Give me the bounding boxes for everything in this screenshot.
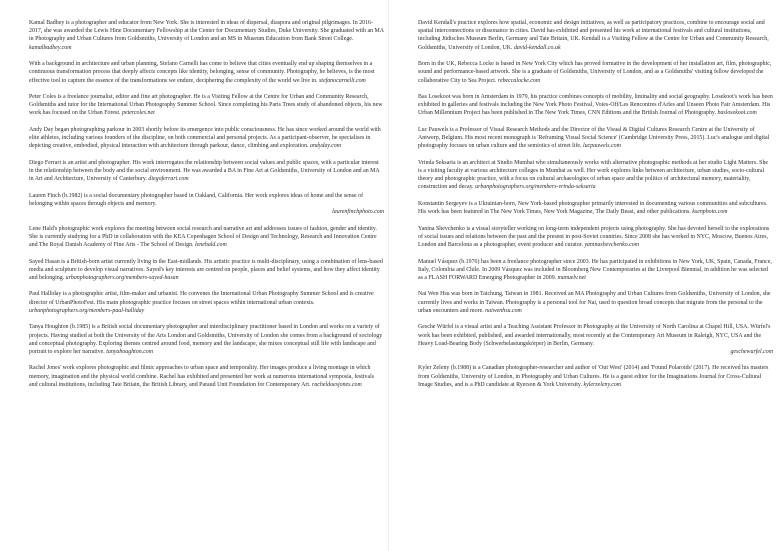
- bio-text: Luc Pauwels is a Professor of Visual Research Methods and the Director of the Visual & Digital Cultures Research Centre at the University of Antwerp, Belgium. His most recent monograph is 'Reframing Visual Social Science' (Cambridge University Press, 2015). Luc's analogue and digital photography focuses on urban culture and the semiotics of street life.: [418, 126, 770, 150]
- bio-paragraph: [418, 159, 773, 192]
- bio-text: Kyler Zeleny (b.1988) is a Canadian photographer-researcher and author of 'Out West' (2014) and 'Found Polaroids' (2017). He received his masters from Goldsmiths, University of London, in Photography and Urban Cultures. He is a guest editor for the Imaginations Journal for Cross-Cultural Image Studies, and is a PhD candidate at Ryerson & York University.: [418, 365, 769, 388]
- bio-text: Manuel Vásquez (b.1976) has been a freelance photographer since 2003. He has participated in exhibitions in New York, UK, Spain, Canada, France, Italy, Colombia and Chile. In 2009 Vásquez was included in Bloomberg New Contemporaries at the Liverpool Biennial, in addition he was selected as a FLASH FORWARD Emerging Photographer in 2009.: [418, 258, 772, 281]
- bio-paragraph: [418, 93, 773, 118]
- bio-text: Lene Hald's photographic work explores the meeting between social research and narrative art and addresses issues of fashion, gender and identity. She is currently studying for a PhD in collaboration with the KEA Copenhagen School of Design and Technology, Research and Innovation Centre and The Royal Danish Academy of Fine Arts - The School of Design.: [29, 225, 377, 249]
- bio-website-link[interactable]: baslosekoot.com: [717, 110, 757, 117]
- bio-website-link[interactable]: lucpauwels.com: [582, 143, 621, 150]
- bio-website-link[interactable]: ksenphoto.com: [692, 209, 728, 216]
- bio-paragraph: [29, 126, 384, 151]
- bio-text: David Kendall's practice explores how spatial, economic and design initiatives, as well as participatory practices, combine to encourage social and spatial interconnections or dissonance in cities. David has exhibited and presented his work at international festivals and cultural institutions, including Jüdisches Museum Berlin, Germany and Tate Britain, UK. Kendall is a Visiting Fellow at the Centre for Urban and Community Research, Goldsmiths, University of London, UK.: [418, 20, 769, 51]
- bio-paragraph: [418, 323, 773, 356]
- bio-paragraph: [29, 225, 384, 250]
- bio-text: Bas Losekoot was born in Amsterdam in 1979, his practice combines concepts of mobility, liminality and social geography. Losekoot's work has been exhibited in galleries and festivals including the New York Photo Festival, Voies-Off/Les Rencontres d'Arles and Unseen Photo Fair Amsterdam. His Urban Millennium Project has been published in The New York Times, CNN Editions and the British Journal of Photography.: [418, 94, 773, 117]
- bio-website-link[interactable]: kylerzeleny.com: [583, 381, 622, 388]
- bio-text: Nai Wen Hsu was born in Taichung, Taiwan in 1981. Received an MA Photography and Urban Cultures from Goldsmiths, University of London, she currently lives and works in Taiwan. Photography is a personal tool for Nai, used to question broad concepts that migrate from the personal to the urban encounters and more.: [418, 291, 771, 314]
- bio-paragraph: [418, 200, 773, 216]
- bio-text: Andy Day began photographing parkour in 2003 shortly before its emergence into public consciousness. He has since worked around the world with elite athletes, including various founders of the discipline, on both commercial and personal projects. As a participant-observer, he specialises in depicting creative, embodied, physical interaction with architecture through parkour, dance, climbing and exploration.: [29, 126, 381, 150]
- bio-website-link[interactable]: andyday.com: [310, 143, 342, 150]
- bio-text: Gesche Würfel is a visual artist and a Teaching Assistant Professor in Photography at the University of North Carolina at Chapel Hill, USA. Würfel's work has been exhibited, published, and awarded internationally, most recently at the Contemporary Art Museum in Raleigh, NYC, USA and the Heavy Load-Bearing Body (Schwerbelastungskörper) in Berlin, Germany.: [418, 324, 771, 347]
- bio-website-link[interactable]: tanyahoughton.com: [106, 348, 154, 355]
- bio-website-link[interactable]: urbanphotographers.org/members-vrinda-seksaria: [475, 184, 596, 191]
- bio-website-link[interactable]: urbanphotographers.org/members-sayed-hasan: [65, 274, 179, 281]
- bio-text: Lauren Finch (b.1982) is a social documentary photographer based in Oakland, California. Her work explores ideas of home and the sense of belonging within spaces through objects and memory.: [29, 192, 364, 207]
- bio-website-link[interactable]: lenehald.com: [195, 242, 227, 249]
- bio-paragraph: [29, 364, 384, 389]
- bio-website-link[interactable]: diegoferrari.com: [148, 176, 189, 183]
- bio-text: Tanya Houghton (b.1985) is a British social documentary photographer and interdisciplinary practitioner based in London and works on a variety of projects. Having studied at both the University of the Arts London and Goldsmiths, University of London she comes from a background of sociology and conceptual photography. Exploring themes centred around food, memory and the landscape, she mixes conceptual still life with landscape and portrait to explore her narrative.: [29, 324, 383, 355]
- bio-paragraph: [29, 159, 384, 184]
- bio-website-link[interactable]: naiwenhsu.com: [485, 307, 522, 314]
- bio-paragraph: [418, 290, 773, 315]
- bio-paragraph: [29, 19, 384, 52]
- bio-text: Yanina Shevchenko is a visual storyteller working on long-term independent projects using photography. She has devoted herself to the explorations of social issues and relations between the past and the present in post-Soviet countries. Since 2008 she has worked in NYC, Moscow, Buenos Aires, London and Barcelona as a photographer, event producer and curator.: [418, 225, 770, 249]
- bio-paragraph: [29, 192, 384, 217]
- bio-paragraph: [29, 93, 384, 118]
- bio-website-link[interactable]: stefanocarnelli.com: [319, 77, 366, 84]
- bio-website-link[interactable]: urbanphotographers.org/members-paul-halliday: [29, 307, 145, 314]
- bio-text: Peter Coles is a freelance journalist, editor and fine art photographer. He is a Visiting Fellow at the Centre for Urban and Community Research, Goldsmiths and tutor for the International Urban Photography Summer School. Since completing his Paris Trees study of abandoned objects, his new work has focused on the Urban Forest.: [29, 94, 383, 117]
- bio-paragraph: [418, 364, 773, 389]
- bio-website-link[interactable]: racheldoesjones.com: [312, 381, 362, 388]
- page-gutter: [388, 0, 389, 551]
- bio-website-link[interactable]: yaninashevchenko.com: [584, 242, 639, 249]
- bio-text: Konstantin Sergeyev is a Ukrainian-born, New York-based photographer primarily interested in documenting various communities and subcultures. His work has been featured in The New York Times, New York Magazine, The Daily Beast, and other publications.: [418, 200, 768, 216]
- bio-text: Vrinda Seksaria is an architect at Studio Mumbai who simultaneously works with alternative photographic methods at her studio Light Matters. She is a visiting faculty at various architecture colleges in Mumbai as well. Her work explores links between architecture, urban studies, socio-cultural theory and photographic practice, with a focus on cultural archaeologies of urban space and the politics of architectural memory, materiality, construction and decay.: [418, 159, 769, 191]
- bio-paragraph: [29, 323, 384, 356]
- bio-paragraph: [29, 290, 384, 315]
- bio-paragraph: [29, 60, 384, 85]
- bio-website-link[interactable]: kamalbadhey.com: [29, 44, 72, 51]
- bio-paragraph: [29, 258, 384, 283]
- bio-website-link[interactable]: david-kendall.co.uk: [513, 44, 561, 51]
- bio-website-link[interactable]: manuelv.net: [557, 274, 586, 281]
- bio-paragraph: [418, 258, 773, 283]
- bio-text: Paul Halliday is a photographic artist, film-maker and urbanist. He convenes the International Urban Photography Summer School and is creative director of UrbanPhotoFest. His main photographic practice focuses on street spaces within international urban contexts.: [29, 291, 374, 306]
- bio-website-link[interactable]: rebeccalocke.com: [497, 77, 541, 84]
- bio-text: Born in the UK, Rebecca Locke is based in New York City which has proved formative in the development of her installation art, film, photographic, sound and performance-based artwork. She is a graduate of Goldsmiths, University of London, and as a Goldsmiths' visiting fellow developed the collaborative City to Sea Project.: [418, 61, 772, 84]
- bio-text: Diego Ferrari is an artist and photographer. His work interrogates the relationship between social values and public spaces, with a particular interest in the relationship between the body and the social environment. He was awarded a BA in Fine Art at Goldsmiths, University of London and an MA in Art and Architecture, University of Canterbury.: [29, 159, 380, 183]
- bio-paragraph: [418, 126, 773, 151]
- bio-website-link[interactable]: geschewurfel.com: [730, 348, 773, 355]
- right-page-column: [418, 19, 773, 397]
- bio-text: Rachel Jones' work explores photographic and filmic approaches to urban space and temporality. Her images produce a living montage in which memory, imagination and the physical world combine. Rachel has exhibited and presented her work at numerous international symposia, festivals and cultural institutions, including Tate Britain, the British Library, and Paraud Unit Foundation for Contemporary Art.: [29, 365, 375, 388]
- left-page-column: [29, 19, 384, 397]
- bio-paragraph: [418, 60, 773, 85]
- bio-paragraph: [418, 19, 773, 52]
- bio-text: With a background in architecture and urban planning, Stefano Carnelli has come to believe that cities eventually end up shaping themselves in a continuous transformation process that deeply affects concepts like identity, belonging, sense of community. Photography, he believes, is the most effective tool to capture the essence of the transformations we endure, deciphering the complexity of the world we live in.: [29, 61, 375, 84]
- bio-text: Kamal Badhey is a photographer and educator from New York. She is interested in ideas of dispersal, diaspora and original pilgrimages. In 2016-2017, she was awarded the Lewis Hine Documentary Fellowship at the Center for Documentary Studies, Duke University. She graduated with an MA in Photography and Urban Cultures from Goldsmiths, University of London and an MS in Museum Education from Bank Street College.: [29, 20, 384, 43]
- bio-website-link[interactable]: petercoles.net: [121, 110, 155, 117]
- bio-paragraph: [418, 225, 773, 250]
- bio-text: Sayed Hasan is a British-born artist currently living in the East-midlands. His artistic practice is multi-disciplinary, using a combination of lens-based media and sculpture to develop visual narratives. Sayed's key interests are centred on people, places and belief systems, and how they affect identity and belonging.: [29, 258, 383, 281]
- bio-website-link[interactable]: laurenfinchphoto.com: [332, 209, 384, 216]
